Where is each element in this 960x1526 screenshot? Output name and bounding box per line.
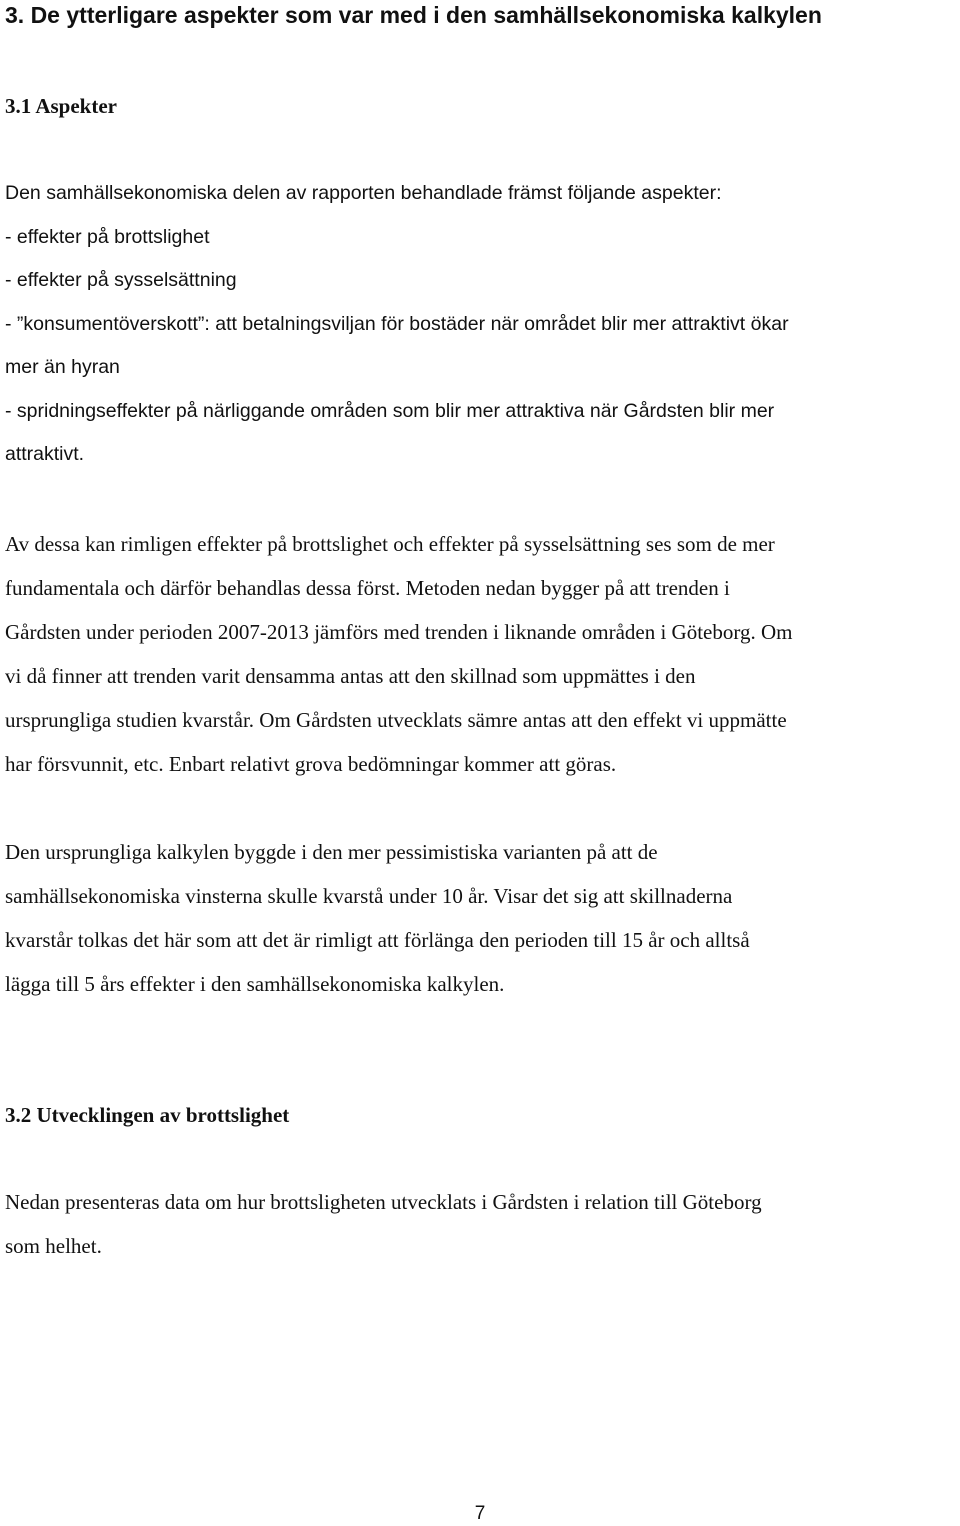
paragraph-line: Nedan presenteras data om hur brottsligheten utvecklats i Gårdsten i relation till Göteborg (5, 1190, 762, 1214)
aspects-intro-line: Den samhällsekonomiska delen av rapporten behandlade främst följande aspekter: (5, 182, 722, 204)
paragraph-line: lägga till 5 års effekter i den samhällsekonomiska kalkylen. (5, 972, 505, 996)
paragraph-calculation (5, 830, 957, 1006)
paragraph-crime-intro (5, 1180, 957, 1268)
aspects-list (5, 172, 955, 477)
section-heading: 3. De ytterligare aspekter som var med i den samhällsekonomiska kalkylen (5, 2, 822, 28)
paragraph-line: samhällsekonomiska vinsterna skulle kvarstå under 10 år. Visar det sig att skillnaderna (5, 884, 733, 908)
list-item: - effekter på brottslighet (5, 225, 210, 248)
subsection-heading-aspekter: 3.1 Aspekter (5, 94, 117, 118)
subsection-heading-brottslighet: 3.2 Utvecklingen av brottslighet (5, 1103, 290, 1127)
list-item: - effekter på sysselsättning (5, 269, 237, 291)
list-item-continuation: mer än hyran (5, 356, 120, 378)
paragraph-line: Den ursprungliga kalkylen byggde i den mer pessimistiska varianten på att de (5, 840, 658, 864)
list-item: - spridningseffekter på närliggande områden som blir mer attraktiva när Gårdsten blir mer (5, 399, 775, 422)
paragraph-line: ursprungliga studien kvarstår. Om Gårdsten utvecklats sämre antas att den effekt vi uppmätte (5, 708, 787, 732)
page-number: 7 (474, 1503, 486, 1524)
paragraph-line: Av dessa kan rimligen effekter på brottslighet och effekter på sysselsättning ses som de mer (5, 532, 775, 556)
paragraph-line: kvarstår tolkas det här som att det är rimligt att förlänga den perioden till 15 år och alltså (5, 928, 750, 952)
paragraph-line: har försvunnit, etc. Enbart relativt grova bedömningar kommer att göras. (5, 752, 617, 776)
paragraph-line: som helhet. (5, 1234, 102, 1258)
paragraph-line: fundamentala och därför behandlas dessa först. Metoden nedan bygger på att trenden i (5, 576, 730, 600)
paragraph-method (5, 522, 957, 786)
list-item-continuation: attraktivt. (5, 443, 85, 465)
paragraph-line: Gårdsten under perioden 2007-2013 jämförs med trenden i liknande områden i Göteborg. Om (5, 620, 793, 644)
paragraph-line: vi då finner att trenden varit densamma antas att den skillnad som uppmättes i den (5, 664, 696, 688)
list-item: - ”konsumentöverskott”: att betalningsviljan för bostäder när området blir mer attraktivt ökar (5, 312, 789, 335)
